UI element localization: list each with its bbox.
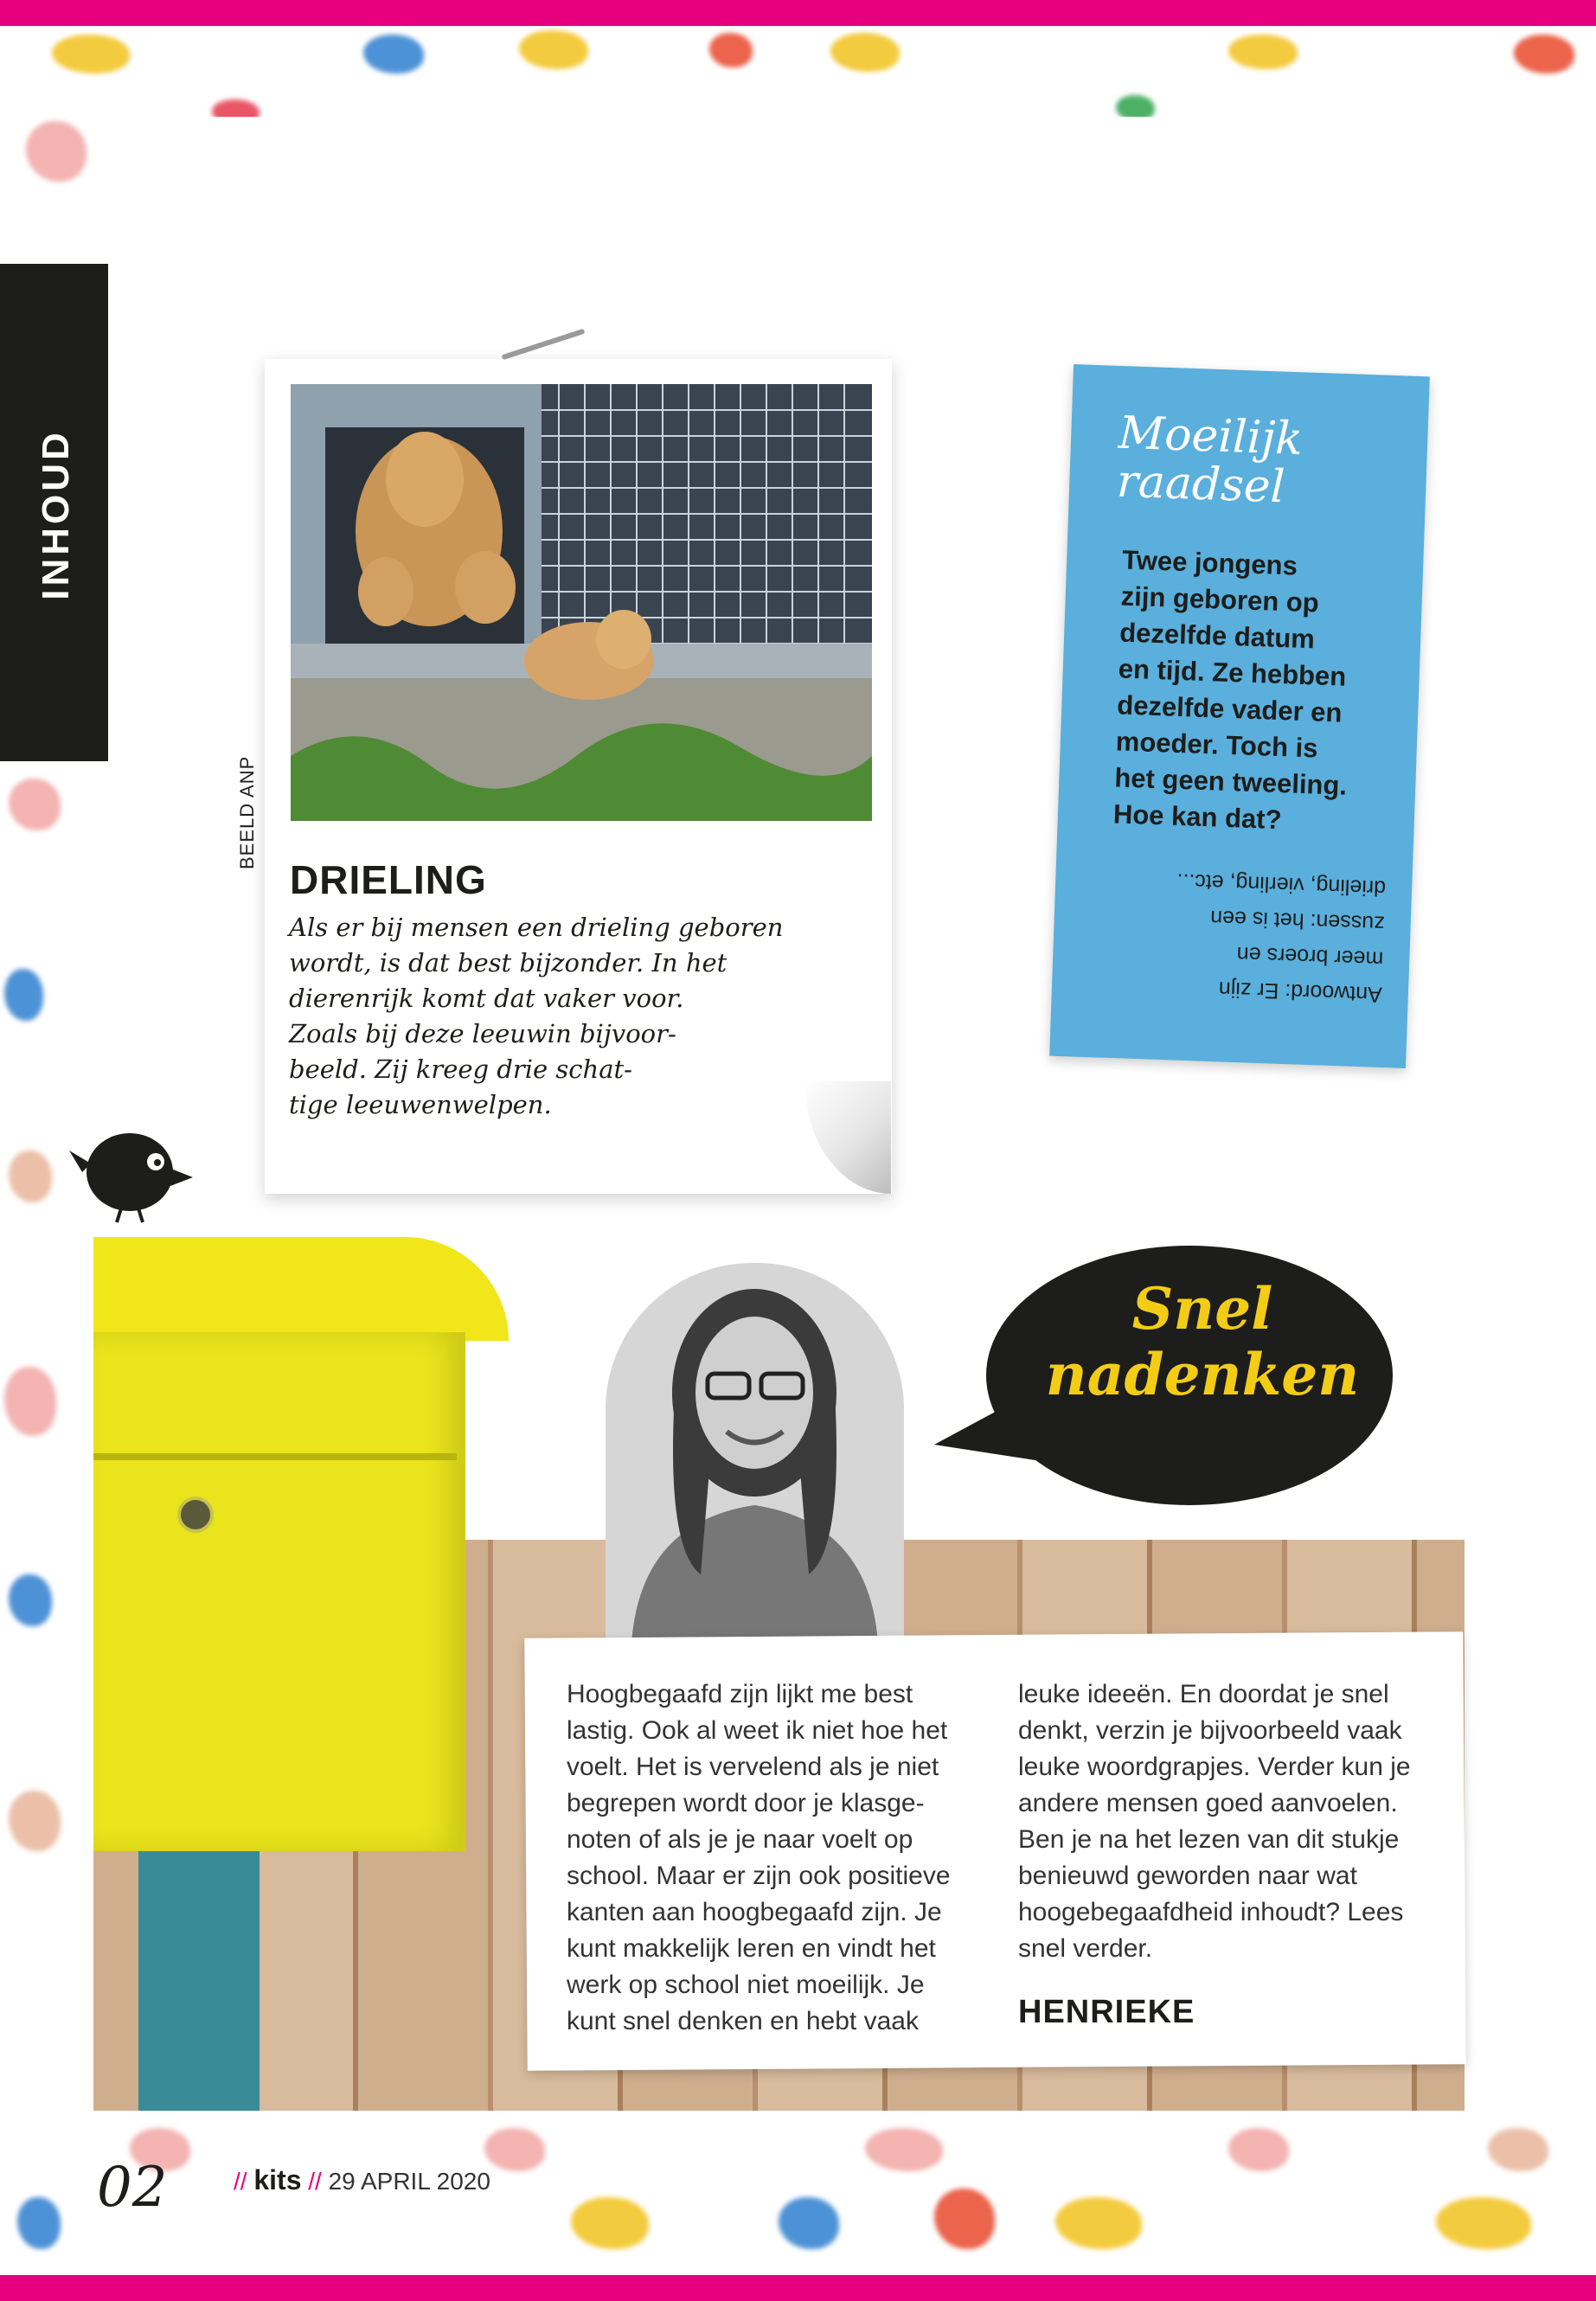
bottom-magenta-bar bbox=[0, 2275, 1596, 2301]
mailbox-knob-icon bbox=[177, 1497, 214, 1533]
footer-line bbox=[234, 2164, 490, 2196]
answer-line: meer broers en bbox=[1236, 941, 1384, 971]
article-line: leuke ideeën. En doordat je snel bbox=[1018, 1680, 1389, 1708]
article-line: werk op school niet moeilijk. Je bbox=[567, 1971, 925, 1999]
riddle-title bbox=[1116, 409, 1388, 516]
article-line: leuke woordgrapjes. Verder kun je bbox=[1018, 1753, 1411, 1781]
bubble-line: nadenken bbox=[1045, 1341, 1360, 1408]
question-line: en tijd. Ze hebben bbox=[1118, 653, 1347, 692]
article-line: benieuwd geworden naar wat bbox=[1018, 1862, 1357, 1890]
caption-line: tige leeuwenwelpen. bbox=[289, 1090, 552, 1119]
footer-date: 29 APRIL 2020 bbox=[328, 2168, 490, 2195]
mailbox-slot bbox=[93, 1453, 457, 1460]
question-line: Twee jongens bbox=[1121, 544, 1298, 581]
mailbox bbox=[93, 1332, 465, 1851]
top-magenta-bar bbox=[0, 0, 1596, 26]
bubble-line: Snel bbox=[1131, 1275, 1273, 1343]
article-line: hoogebegaafdheid inhoudt? Lees bbox=[1018, 1898, 1404, 1926]
article-line: lastig. Ook al weet ik niet hoe het bbox=[567, 1716, 948, 1745]
article-line: voelt. Het is vervelend als je niet bbox=[567, 1753, 939, 1781]
question-line: dezelfde datum bbox=[1118, 617, 1316, 655]
answer-line: zussen: het is een bbox=[1209, 905, 1386, 936]
article-line: Ben je na het lezen van dit stukje bbox=[1018, 1825, 1400, 1854]
footer-separator: // bbox=[308, 2168, 322, 2195]
lion-illustration bbox=[291, 384, 872, 821]
article-column-2 bbox=[1018, 1676, 1446, 1967]
footer-separator: // bbox=[234, 2168, 247, 2195]
answer-line: drieling, vierling, etc... bbox=[1176, 868, 1387, 901]
question-line: moeder. Toch is bbox=[1115, 726, 1319, 764]
footer-brand: kits bbox=[253, 2164, 302, 2195]
caption-line: Zoals bij deze leeuwin bijvoor- bbox=[289, 1019, 676, 1048]
person-illustration bbox=[606, 1263, 904, 1644]
lion-photo bbox=[291, 384, 872, 821]
caption-line: Als er bij mensen een drieling geboren bbox=[289, 913, 784, 942]
caption-line: beeld. Zij kreeg drie schat- bbox=[289, 1054, 632, 1084]
riddle-question bbox=[1112, 542, 1400, 843]
riddle-answer-upside-down bbox=[1096, 860, 1387, 1011]
article-line: denkt, verzin je bijvoorbeeld vaak bbox=[1018, 1716, 1402, 1745]
section-tab-label: INHOUD bbox=[35, 429, 77, 600]
answer-line: Antwoord: Er zijn bbox=[1218, 977, 1383, 1007]
article-line: noten of als je je naar voelt op bbox=[567, 1825, 913, 1854]
drieling-caption bbox=[289, 910, 843, 1123]
article-line: snel verder. bbox=[1018, 1934, 1153, 1963]
drieling-title: DRIELING bbox=[290, 857, 487, 902]
caption-line: dierenrijk komt dat vaker voor. bbox=[289, 984, 684, 1013]
riddle-title-line: Moeilijk bbox=[1118, 407, 1304, 466]
question-line: zijn geboren op bbox=[1120, 580, 1320, 619]
question-line: dezelfde vader en bbox=[1116, 689, 1343, 728]
author-portrait bbox=[606, 1263, 904, 1644]
question-line: Hoe kan dat? bbox=[1112, 798, 1283, 836]
author-signature: HENRIEKE bbox=[1018, 1994, 1195, 2030]
teal-post bbox=[138, 1851, 260, 2111]
article-line: Hoogbegaafd zijn lijkt me best bbox=[567, 1680, 913, 1708]
caption-line: wordt, is dat best bijzonder. In het bbox=[289, 948, 727, 977]
bird-icon bbox=[65, 1120, 195, 1224]
riddle-title-line: raadsel bbox=[1116, 455, 1286, 514]
photo-credit: BEELD ANP bbox=[236, 755, 258, 869]
article-line: begrepen wordt door je klasge- bbox=[567, 1789, 925, 1817]
article-line: school. Maar er zijn ook positieve bbox=[567, 1862, 951, 1890]
page-number: 02 bbox=[97, 2156, 168, 2220]
article-line: andere mensen goed aanvoelen. bbox=[1018, 1789, 1398, 1817]
speech-bubble-text bbox=[1021, 1276, 1384, 1407]
article-column-1 bbox=[567, 1676, 986, 2040]
article-line: kunt snel denken en hebt vaak bbox=[567, 2007, 919, 2035]
question-line: het geen tweeling. bbox=[1113, 762, 1348, 801]
mailbox-roof bbox=[93, 1237, 509, 1341]
article-line: kunt makkelijk leren en vindt het bbox=[567, 1934, 936, 1963]
article-line: kanten aan hoogbegaafd zijn. Je bbox=[567, 1898, 942, 1926]
